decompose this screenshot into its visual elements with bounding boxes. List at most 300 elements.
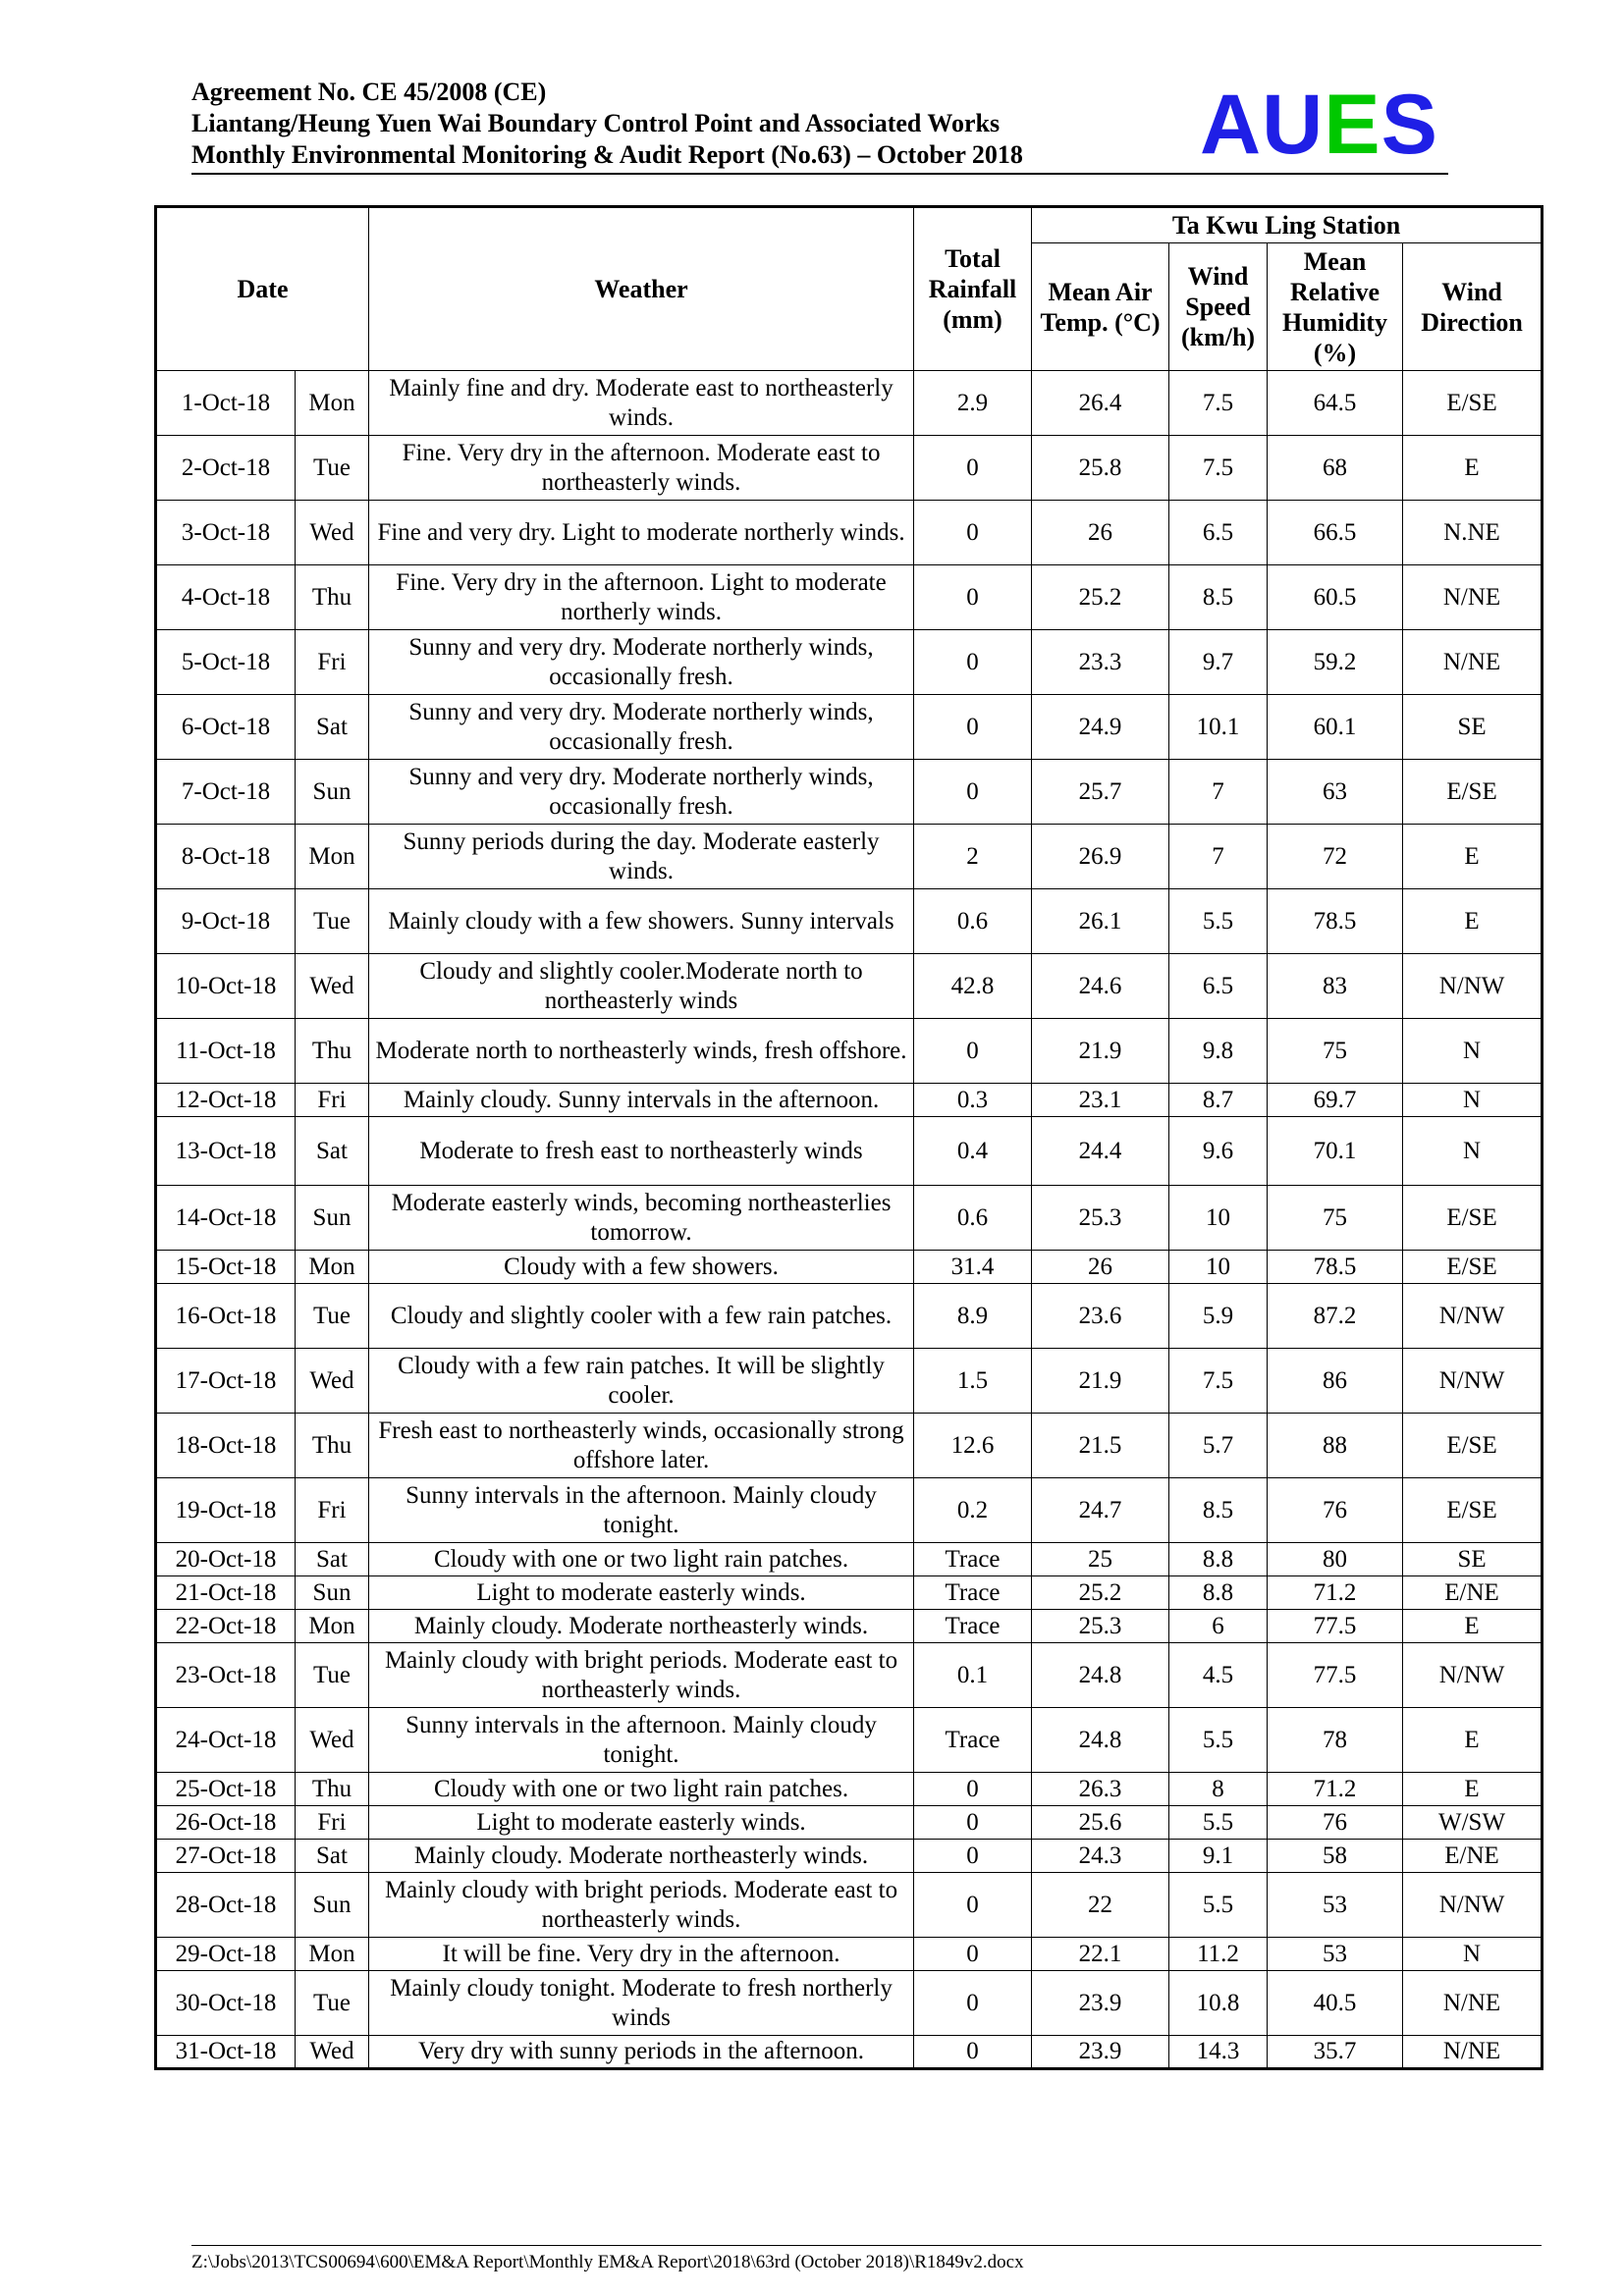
row-weather: Very dry with sunny periods in the afternoon. [369, 2036, 914, 2069]
table-row [156, 630, 1543, 695]
row-humidity: 60.1 [1268, 695, 1403, 760]
row-day: Wed [296, 501, 369, 565]
row-day: Wed [296, 1708, 369, 1773]
row-date: 28-Oct-18 [156, 1873, 296, 1938]
row-day: Wed [296, 954, 369, 1019]
row-wind-speed: 7.5 [1169, 371, 1268, 436]
header-humidity: Mean Relative Humidity (%) [1268, 243, 1403, 371]
row-weather: Mainly cloudy with bright periods. Moderate east to northeasterly winds. [369, 1643, 914, 1708]
header-weather: Weather [369, 207, 914, 371]
row-day: Tue [296, 1284, 369, 1349]
row-weather: Sunny and very dry. Moderate northerly winds, occasionally fresh. [369, 760, 914, 825]
table-row [156, 889, 1543, 954]
header-wind-speed: Wind Speed (km/h) [1169, 243, 1268, 371]
row-temp: 23.6 [1032, 1284, 1169, 1349]
row-date: 20-Oct-18 [156, 1543, 296, 1576]
row-temp: 24.9 [1032, 695, 1169, 760]
row-wind-speed: 7.5 [1169, 1349, 1268, 1414]
row-wind-direction: N/NW [1403, 954, 1543, 1019]
row-wind-speed: 9.7 [1169, 630, 1268, 695]
row-temp: 23.9 [1032, 2036, 1169, 2069]
row-wind-speed: 5.9 [1169, 1284, 1268, 1349]
row-humidity: 88 [1268, 1414, 1403, 1478]
row-rainfall: 0 [914, 630, 1032, 695]
row-weather: Cloudy with a few showers. [369, 1251, 914, 1284]
row-wind-speed: 9.1 [1169, 1840, 1268, 1873]
row-rainfall: 2 [914, 825, 1032, 889]
row-wind-speed: 11.2 [1169, 1938, 1268, 1971]
table-row [156, 695, 1543, 760]
row-wind-direction: N [1403, 1084, 1543, 1117]
row-rainfall: 0 [914, 1773, 1032, 1806]
report-title-block [191, 77, 1023, 171]
row-weather: Cloudy and slightly cooler.Moderate north to northeasterly winds [369, 954, 914, 1019]
row-rainfall: 0 [914, 1938, 1032, 1971]
row-date: 17-Oct-18 [156, 1349, 296, 1414]
table-row [156, 1840, 1543, 1873]
row-day: Thu [296, 1019, 369, 1084]
row-temp: 25.8 [1032, 436, 1169, 501]
row-temp: 25.2 [1032, 1576, 1169, 1610]
row-humidity: 78 [1268, 1708, 1403, 1773]
row-rainfall: 0 [914, 436, 1032, 501]
row-wind-speed: 9.6 [1169, 1117, 1268, 1186]
row-weather: Mainly cloudy with a few showers. Sunny intervals [369, 889, 914, 954]
row-temp: 24.8 [1032, 1708, 1169, 1773]
row-date: 13-Oct-18 [156, 1117, 296, 1186]
row-weather: Mainly cloudy. Sunny intervals in the afternoon. [369, 1084, 914, 1117]
row-day: Mon [296, 1610, 369, 1643]
header-rainfall: Total Rainfall (mm) [914, 207, 1032, 371]
row-wind-speed: 5.7 [1169, 1414, 1268, 1478]
logo-letter-a: A [1200, 78, 1263, 172]
table-row [156, 565, 1543, 630]
table-row [156, 1349, 1543, 1414]
row-day: Fri [296, 630, 369, 695]
row-wind-direction: E [1403, 1610, 1543, 1643]
table-row [156, 436, 1543, 501]
row-humidity: 60.5 [1268, 565, 1403, 630]
row-date: 29-Oct-18 [156, 1938, 296, 1971]
row-wind-direction: N [1403, 1117, 1543, 1186]
row-wind-direction: N/NW [1403, 1349, 1543, 1414]
row-date: 15-Oct-18 [156, 1251, 296, 1284]
row-humidity: 83 [1268, 954, 1403, 1019]
row-humidity: 64.5 [1268, 371, 1403, 436]
table-row [156, 1806, 1543, 1840]
table-row [156, 1414, 1543, 1478]
row-rainfall: 0 [914, 1971, 1032, 2036]
row-wind-speed: 6 [1169, 1610, 1268, 1643]
row-day: Thu [296, 1414, 369, 1478]
row-weather: Sunny and very dry. Moderate northerly winds, occasionally fresh. [369, 695, 914, 760]
table-row [156, 2036, 1543, 2069]
row-day: Mon [296, 371, 369, 436]
row-temp: 24.7 [1032, 1478, 1169, 1543]
row-wind-speed: 14.3 [1169, 2036, 1268, 2069]
row-date: 6-Oct-18 [156, 695, 296, 760]
row-weather: Mainly fine and dry. Moderate east to northeasterly winds. [369, 371, 914, 436]
table-row [156, 1084, 1543, 1117]
table-row [156, 1284, 1543, 1349]
row-wind-speed: 9.8 [1169, 1019, 1268, 1084]
row-temp: 24.6 [1032, 954, 1169, 1019]
row-humidity: 68 [1268, 436, 1403, 501]
row-day: Sat [296, 1840, 369, 1873]
row-wind-direction: E [1403, 889, 1543, 954]
row-temp: 24.3 [1032, 1840, 1169, 1873]
row-date: 2-Oct-18 [156, 436, 296, 501]
row-rainfall: 0.6 [914, 889, 1032, 954]
agreement-number: Agreement No. CE 45/2008 (CE) [191, 78, 547, 106]
row-wind-speed: 8.5 [1169, 1478, 1268, 1543]
row-wind-speed: 8.5 [1169, 565, 1268, 630]
row-wind-direction: N [1403, 1019, 1543, 1084]
row-humidity: 66.5 [1268, 501, 1403, 565]
row-wind-speed: 7 [1169, 760, 1268, 825]
header-station: Ta Kwu Ling Station [1032, 207, 1543, 243]
row-weather: Sunny periods during the day. Moderate easterly winds. [369, 825, 914, 889]
row-humidity: 58 [1268, 1840, 1403, 1873]
row-day: Sat [296, 695, 369, 760]
report-title: Monthly Environmental Monitoring & Audit Report (No.63) – October 2018 [191, 140, 1023, 169]
table-header [156, 207, 1543, 371]
row-rainfall: 0 [914, 501, 1032, 565]
row-day: Wed [296, 2036, 369, 2069]
row-wind-direction: W/SW [1403, 1806, 1543, 1840]
row-day: Tue [296, 1643, 369, 1708]
row-temp: 22.1 [1032, 1938, 1169, 1971]
row-rainfall: 0 [914, 1806, 1032, 1840]
weather-table [154, 205, 1543, 2070]
row-rainfall: 0.6 [914, 1186, 1032, 1251]
row-humidity: 71.2 [1268, 1576, 1403, 1610]
row-wind-direction: E/SE [1403, 1251, 1543, 1284]
row-date: 10-Oct-18 [156, 954, 296, 1019]
row-wind-speed: 10.1 [1169, 695, 1268, 760]
row-humidity: 40.5 [1268, 1971, 1403, 2036]
row-day: Tue [296, 889, 369, 954]
table-row [156, 1543, 1543, 1576]
header-date: Date [156, 207, 369, 371]
row-date: 1-Oct-18 [156, 371, 296, 436]
row-date: 8-Oct-18 [156, 825, 296, 889]
table-body [156, 371, 1543, 2069]
row-rainfall: 0 [914, 2036, 1032, 2069]
row-humidity: 77.5 [1268, 1643, 1403, 1708]
row-rainfall: Trace [914, 1708, 1032, 1773]
row-date: 30-Oct-18 [156, 1971, 296, 2036]
row-rainfall: 0 [914, 565, 1032, 630]
table-row [156, 825, 1543, 889]
row-date: 26-Oct-18 [156, 1806, 296, 1840]
row-humidity: 53 [1268, 1938, 1403, 1971]
row-temp: 24.4 [1032, 1117, 1169, 1186]
row-humidity: 78.5 [1268, 889, 1403, 954]
row-date: 31-Oct-18 [156, 2036, 296, 2069]
row-weather: Mainly cloudy. Moderate northeasterly winds. [369, 1840, 914, 1873]
row-weather: Mainly cloudy. Moderate northeasterly winds. [369, 1610, 914, 1643]
row-humidity: 76 [1268, 1478, 1403, 1543]
row-humidity: 70.1 [1268, 1117, 1403, 1186]
row-wind-speed: 6.5 [1169, 501, 1268, 565]
row-weather: Light to moderate easterly winds. [369, 1576, 914, 1610]
row-temp: 23.3 [1032, 630, 1169, 695]
row-wind-speed: 5.5 [1169, 889, 1268, 954]
row-rainfall: 42.8 [914, 954, 1032, 1019]
row-day: Mon [296, 1938, 369, 1971]
row-wind-direction: SE [1403, 1543, 1543, 1576]
row-date: 25-Oct-18 [156, 1773, 296, 1806]
row-wind-direction: E/SE [1403, 1478, 1543, 1543]
row-day: Fri [296, 1084, 369, 1117]
row-humidity: 87.2 [1268, 1284, 1403, 1349]
row-date: 12-Oct-18 [156, 1084, 296, 1117]
row-wind-direction: N/NE [1403, 1971, 1543, 2036]
row-weather: Cloudy with a few rain patches. It will be slightly cooler. [369, 1349, 914, 1414]
row-rainfall: 0.1 [914, 1643, 1032, 1708]
row-date: 9-Oct-18 [156, 889, 296, 954]
row-temp: 26.3 [1032, 1773, 1169, 1806]
aues-logo [1200, 78, 1438, 172]
row-wind-direction: E [1403, 1708, 1543, 1773]
row-wind-direction: E/SE [1403, 1414, 1543, 1478]
row-rainfall: 0 [914, 695, 1032, 760]
row-date: 21-Oct-18 [156, 1576, 296, 1610]
row-temp: 26.4 [1032, 371, 1169, 436]
row-weather: It will be fine. Very dry in the afternoon. [369, 1938, 914, 1971]
page-header [191, 77, 1448, 175]
row-wind-speed: 8 [1169, 1773, 1268, 1806]
row-rainfall: 0 [914, 1840, 1032, 1873]
row-wind-speed: 10.8 [1169, 1971, 1268, 2036]
row-wind-direction: E/NE [1403, 1576, 1543, 1610]
row-rainfall: Trace [914, 1610, 1032, 1643]
row-temp: 26 [1032, 1251, 1169, 1284]
row-date: 4-Oct-18 [156, 565, 296, 630]
table-row [156, 760, 1543, 825]
table-row [156, 1478, 1543, 1543]
header-wind-direction: Wind Direction [1403, 243, 1543, 371]
row-temp: 25.7 [1032, 760, 1169, 825]
table-row [156, 1117, 1543, 1186]
row-wind-direction: N/NE [1403, 565, 1543, 630]
table-row [156, 1971, 1543, 2036]
row-humidity: 63 [1268, 760, 1403, 825]
row-day: Sun [296, 760, 369, 825]
row-wind-speed: 7 [1169, 825, 1268, 889]
row-weather: Fine and very dry. Light to moderate northerly winds. [369, 501, 914, 565]
row-humidity: 71.2 [1268, 1773, 1403, 1806]
row-wind-direction: E/SE [1403, 760, 1543, 825]
row-weather: Moderate to fresh east to northeasterly winds [369, 1117, 914, 1186]
row-day: Wed [296, 1349, 369, 1414]
table-row [156, 1708, 1543, 1773]
row-day: Sun [296, 1186, 369, 1251]
row-humidity: 80 [1268, 1543, 1403, 1576]
row-wind-direction: N/NW [1403, 1284, 1543, 1349]
row-temp: 25.3 [1032, 1610, 1169, 1643]
row-wind-direction: E [1403, 825, 1543, 889]
row-wind-direction: E/SE [1403, 371, 1543, 436]
row-humidity: 86 [1268, 1349, 1403, 1414]
row-wind-speed: 8.8 [1169, 1576, 1268, 1610]
row-wind-speed: 8.7 [1169, 1084, 1268, 1117]
table-row [156, 1251, 1543, 1284]
row-date: 16-Oct-18 [156, 1284, 296, 1349]
row-wind-speed: 6.5 [1169, 954, 1268, 1019]
table-row [156, 1576, 1543, 1610]
row-day: Mon [296, 1251, 369, 1284]
row-weather: Fine. Very dry in the afternoon. Moderate east to northeasterly winds. [369, 436, 914, 501]
project-title: Liantang/Heung Yuen Wai Boundary Control Point and Associated Works [191, 109, 1001, 137]
row-weather: Fresh east to northeasterly winds, occasionally strong offshore later. [369, 1414, 914, 1478]
row-rainfall: 0 [914, 1019, 1032, 1084]
row-date: 3-Oct-18 [156, 501, 296, 565]
row-weather: Sunny and very dry. Moderate northerly winds, occasionally fresh. [369, 630, 914, 695]
row-temp: 21.9 [1032, 1349, 1169, 1414]
row-day: Sun [296, 1576, 369, 1610]
footer-file-path: Z:\Jobs\2013\TCS00694\600\EM&A Report\Monthly EM&A Report\2018\63rd (October 2018)\R1849v2.docx [191, 2245, 1542, 2273]
row-wind-direction: N/NE [1403, 2036, 1543, 2069]
row-date: 23-Oct-18 [156, 1643, 296, 1708]
table-row [156, 1643, 1543, 1708]
row-rainfall: 0.2 [914, 1478, 1032, 1543]
row-weather: Cloudy with one or two light rain patches. [369, 1543, 914, 1576]
row-wind-direction: E/SE [1403, 1186, 1543, 1251]
row-wind-direction: E [1403, 436, 1543, 501]
row-temp: 23.9 [1032, 1971, 1169, 2036]
row-date: 24-Oct-18 [156, 1708, 296, 1773]
row-day: Tue [296, 436, 369, 501]
row-rainfall: 1.5 [914, 1349, 1032, 1414]
row-day: Fri [296, 1478, 369, 1543]
row-weather: Moderate north to northeasterly winds, fresh offshore. [369, 1019, 914, 1084]
logo-letter-e: E [1324, 78, 1381, 172]
row-rainfall: 0 [914, 760, 1032, 825]
row-weather: Light to moderate easterly winds. [369, 1806, 914, 1840]
row-wind-direction: N/NE [1403, 630, 1543, 695]
row-humidity: 75 [1268, 1186, 1403, 1251]
table-row [156, 1938, 1543, 1971]
header-temp: Mean Air Temp. (°C) [1032, 243, 1169, 371]
row-weather: Sunny intervals in the afternoon. Mainly cloudy tonight. [369, 1478, 914, 1543]
row-temp: 25.3 [1032, 1186, 1169, 1251]
row-date: 22-Oct-18 [156, 1610, 296, 1643]
row-wind-direction: N.NE [1403, 501, 1543, 565]
row-date: 5-Oct-18 [156, 630, 296, 695]
row-temp: 25.6 [1032, 1806, 1169, 1840]
row-rainfall: 2.9 [914, 371, 1032, 436]
row-humidity: 72 [1268, 825, 1403, 889]
row-temp: 25 [1032, 1543, 1169, 1576]
row-temp: 22 [1032, 1873, 1169, 1938]
logo-letter-u: U [1262, 78, 1325, 172]
row-wind-speed: 5.5 [1169, 1708, 1268, 1773]
row-humidity: 75 [1268, 1019, 1403, 1084]
row-humidity: 53 [1268, 1873, 1403, 1938]
row-rainfall: 0 [914, 1873, 1032, 1938]
table-row [156, 1773, 1543, 1806]
row-wind-speed: 4.5 [1169, 1643, 1268, 1708]
row-weather: Fine. Very dry in the afternoon. Light to moderate northerly winds. [369, 565, 914, 630]
row-day: Sat [296, 1543, 369, 1576]
row-day: Mon [296, 825, 369, 889]
row-day: Sat [296, 1117, 369, 1186]
row-weather: Mainly cloudy with bright periods. Moderate east to northeasterly winds. [369, 1873, 914, 1938]
row-weather: Cloudy and slightly cooler with a few rain patches. [369, 1284, 914, 1349]
table-row [156, 1186, 1543, 1251]
row-wind-speed: 7.5 [1169, 436, 1268, 501]
table-row [156, 371, 1543, 436]
row-wind-direction: N [1403, 1938, 1543, 1971]
row-rainfall: Trace [914, 1576, 1032, 1610]
row-weather: Sunny intervals in the afternoon. Mainly cloudy tonight. [369, 1708, 914, 1773]
table-row [156, 501, 1543, 565]
row-wind-direction: E/NE [1403, 1840, 1543, 1873]
row-temp: 26 [1032, 501, 1169, 565]
row-temp: 21.9 [1032, 1019, 1169, 1084]
row-date: 18-Oct-18 [156, 1414, 296, 1478]
row-day: Thu [296, 1773, 369, 1806]
row-date: 19-Oct-18 [156, 1478, 296, 1543]
row-weather: Mainly cloudy tonight. Moderate to fresh northerly winds [369, 1971, 914, 2036]
row-humidity: 78.5 [1268, 1251, 1403, 1284]
table-row [156, 954, 1543, 1019]
row-weather: Cloudy with one or two light rain patches. [369, 1773, 914, 1806]
row-temp: 25.2 [1032, 565, 1169, 630]
row-wind-direction: E [1403, 1773, 1543, 1806]
row-temp: 26.1 [1032, 889, 1169, 954]
row-wind-speed: 8.8 [1169, 1543, 1268, 1576]
row-rainfall: 8.9 [914, 1284, 1032, 1349]
row-wind-direction: SE [1403, 695, 1543, 760]
row-wind-speed: 10 [1169, 1186, 1268, 1251]
table-row [156, 1019, 1543, 1084]
table-row [156, 1610, 1543, 1643]
row-rainfall: 0.3 [914, 1084, 1032, 1117]
row-temp: 26.9 [1032, 825, 1169, 889]
row-humidity: 59.2 [1268, 630, 1403, 695]
row-temp: 23.1 [1032, 1084, 1169, 1117]
row-wind-speed: 5.5 [1169, 1873, 1268, 1938]
row-wind-direction: N/NW [1403, 1643, 1543, 1708]
row-date: 14-Oct-18 [156, 1186, 296, 1251]
row-date: 11-Oct-18 [156, 1019, 296, 1084]
row-wind-speed: 10 [1169, 1251, 1268, 1284]
row-rainfall: 12.6 [914, 1414, 1032, 1478]
table-row [156, 1873, 1543, 1938]
row-humidity: 35.7 [1268, 2036, 1403, 2069]
row-temp: 21.5 [1032, 1414, 1169, 1478]
row-humidity: 77.5 [1268, 1610, 1403, 1643]
row-day: Tue [296, 1971, 369, 2036]
row-weather: Moderate easterly winds, becoming northeasterlies tomorrow. [369, 1186, 914, 1251]
row-day: Thu [296, 565, 369, 630]
row-rainfall: Trace [914, 1543, 1032, 1576]
row-wind-direction: N/NW [1403, 1873, 1543, 1938]
row-temp: 24.8 [1032, 1643, 1169, 1708]
row-rainfall: 0.4 [914, 1117, 1032, 1186]
row-date: 7-Oct-18 [156, 760, 296, 825]
row-date: 27-Oct-18 [156, 1840, 296, 1873]
row-day: Fri [296, 1806, 369, 1840]
row-wind-speed: 5.5 [1169, 1806, 1268, 1840]
row-rainfall: 31.4 [914, 1251, 1032, 1284]
logo-letter-s: S [1380, 78, 1438, 172]
row-humidity: 76 [1268, 1806, 1403, 1840]
row-day: Sun [296, 1873, 369, 1938]
